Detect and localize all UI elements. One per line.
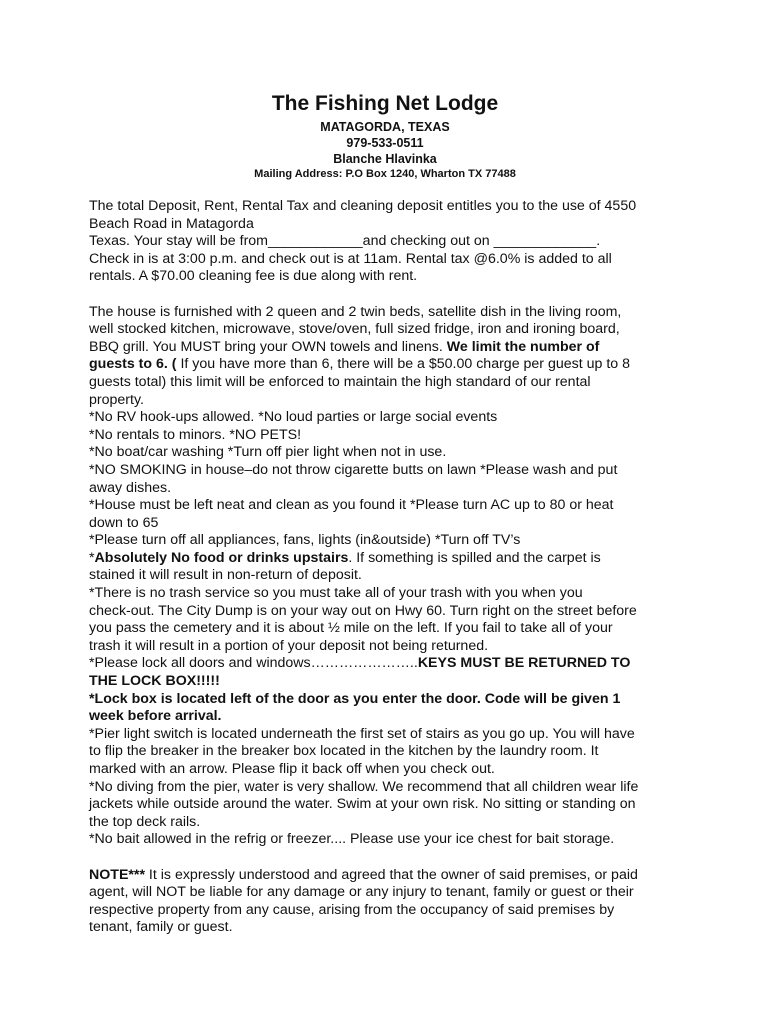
paragraph-gap xyxy=(89,286,689,304)
rule-line xyxy=(89,691,689,709)
rule-line: away dishes. xyxy=(89,479,172,496)
rule-line: *There is no trash service so you must take all of your trash with you when you xyxy=(89,585,583,602)
guest-limit-bold: guests to 6. ( xyxy=(89,356,181,373)
liability-note xyxy=(89,867,689,937)
paragraph-gap xyxy=(89,849,689,867)
rule-line: *No bait allowed in the refrig or freezer.... Please use your ice chest for bait storage. xyxy=(89,831,615,848)
text-span: BBQ grill. You MUST bring your OWN towels and linens. xyxy=(89,338,447,355)
rule-line: marked with an arrow. Please flip it back off when you check out. xyxy=(89,761,495,777)
rule-line: *No rentals to minors. *NO PETS! xyxy=(89,426,302,443)
rule-line: down to 65 xyxy=(89,514,159,531)
text-line: The house is furnished with 2 queen and 2 twin beds, satellite dish in the living room, xyxy=(89,303,622,320)
rule-line: you pass the cemetery and it is about ½ mile on the left. If you fail to take all of your xyxy=(89,620,613,637)
rule-line: *House must be left neat and clean as you found it *Please turn AC up to 80 or heat xyxy=(89,497,614,514)
keys-returned-bold: KEYS MUST BE RETURNED TO xyxy=(417,655,631,672)
text-line xyxy=(89,339,689,357)
lock-box-bold: *Lock box is located left of the door as you enter the door. Code will be given 1 xyxy=(89,690,621,707)
note-label: NOTE*** xyxy=(89,866,145,883)
location: MATAGORDA, TEXAS xyxy=(320,120,450,134)
text-line: agent, will NOT be liable for any damage or any injury to tenant, family or guest or their xyxy=(89,884,634,901)
phone: 979-533-0511 xyxy=(346,136,424,150)
text-line: The total Deposit, Rent, Rental Tax and cleaning deposit entitles you to the use of 4550 xyxy=(89,198,637,214)
rule-line xyxy=(89,708,689,726)
text-line: rentals. A $70.00 cleaning fee is due along with rent. xyxy=(89,268,418,285)
rule-line xyxy=(89,655,689,673)
keys-returned-bold: THE LOCK BOX!!!!! xyxy=(89,673,220,690)
rule-line: *Pier light switch is located underneath the first set of stairs as you go up. You will have xyxy=(89,725,635,742)
rule-line xyxy=(89,673,689,691)
rule-line: jackets while outside around the water. Swim at your own risk. No sitting or standing on xyxy=(89,796,636,813)
text-line: property. xyxy=(89,391,144,408)
text-line: respective property from any cause, arising from the occupancy of said premises by xyxy=(89,901,615,918)
intro-paragraph xyxy=(89,198,689,286)
rule-line: *No RV hook-ups allowed. *No loud parties or large social events xyxy=(89,409,498,426)
rule-line: the top deck rails. xyxy=(89,813,201,830)
house-rules xyxy=(89,409,689,849)
rule-line xyxy=(89,550,689,568)
mailing-address: Mailing Address: P.O Box 1240, Wharton TX 77488 xyxy=(254,168,516,180)
rule-line: to flip the breaker in the breaker box located in the kitchen by the laundry room. It xyxy=(89,743,599,760)
text-line: tenant, family or guest. xyxy=(89,919,233,936)
text-line: Beach Road in Matagorda xyxy=(89,215,254,232)
text-line: Texas. Your stay will be from____________and checking out on _____________. xyxy=(89,233,601,250)
text-span: . If something is spilled and the carpet is xyxy=(348,549,601,566)
text-span: * xyxy=(89,549,95,566)
lock-box-bold: week before arrival. xyxy=(89,708,222,725)
furnishing-paragraph xyxy=(89,304,689,410)
rule-line: trash it will result in a portion of your deposit not being returned. xyxy=(89,637,489,654)
text-span: If you have more than 6, there will be a $50.00 charge per guest up to 8 xyxy=(180,356,631,373)
no-food-upstairs-bold: Absolutely No food or drinks upstairs xyxy=(94,549,349,566)
text-line xyxy=(89,867,689,885)
text-span: It is expressly understood and agreed that the owner of said premises, or paid xyxy=(144,866,638,883)
rule-line: *No diving from the pier, water is very shallow. We recommend that all children wear life xyxy=(89,778,639,795)
owner-name: Blanche Hlavinka xyxy=(333,152,437,166)
rule-line: *No boat/car washing *Turn off pier light when not in use. xyxy=(89,444,447,461)
text-line: well stocked kitchen, microwave, stove/oven, full sized fridge, iron and ironing board, xyxy=(89,321,620,338)
page-title: The Fishing Net Lodge xyxy=(271,92,499,115)
rule-line: *NO SMOKING in house–do not throw cigarette butts on lawn *Please wash and put xyxy=(89,461,618,478)
rule-line: stained it will result in non-return of deposit. xyxy=(89,567,362,584)
document-body xyxy=(89,198,689,937)
guest-limit-bold: We limit the number of xyxy=(446,338,600,355)
rule-line: *Please turn off all appliances, fans, lights (in&outside) *Turn off TV’s xyxy=(89,532,521,549)
text-line xyxy=(89,356,689,374)
text-line: Check in is at 3:00 p.m. and check out is at 11am. Rental tax @6.0% is added to all xyxy=(89,250,612,267)
text-span: *Please lock all doors and windows………………….. xyxy=(89,655,418,672)
text-line: guests total) this limit will be enforced to maintain the high standard of our rental xyxy=(89,373,591,390)
rule-line: check-out. The City Dump is on your way out on Hwy 60. Turn right on the street before xyxy=(89,602,637,619)
